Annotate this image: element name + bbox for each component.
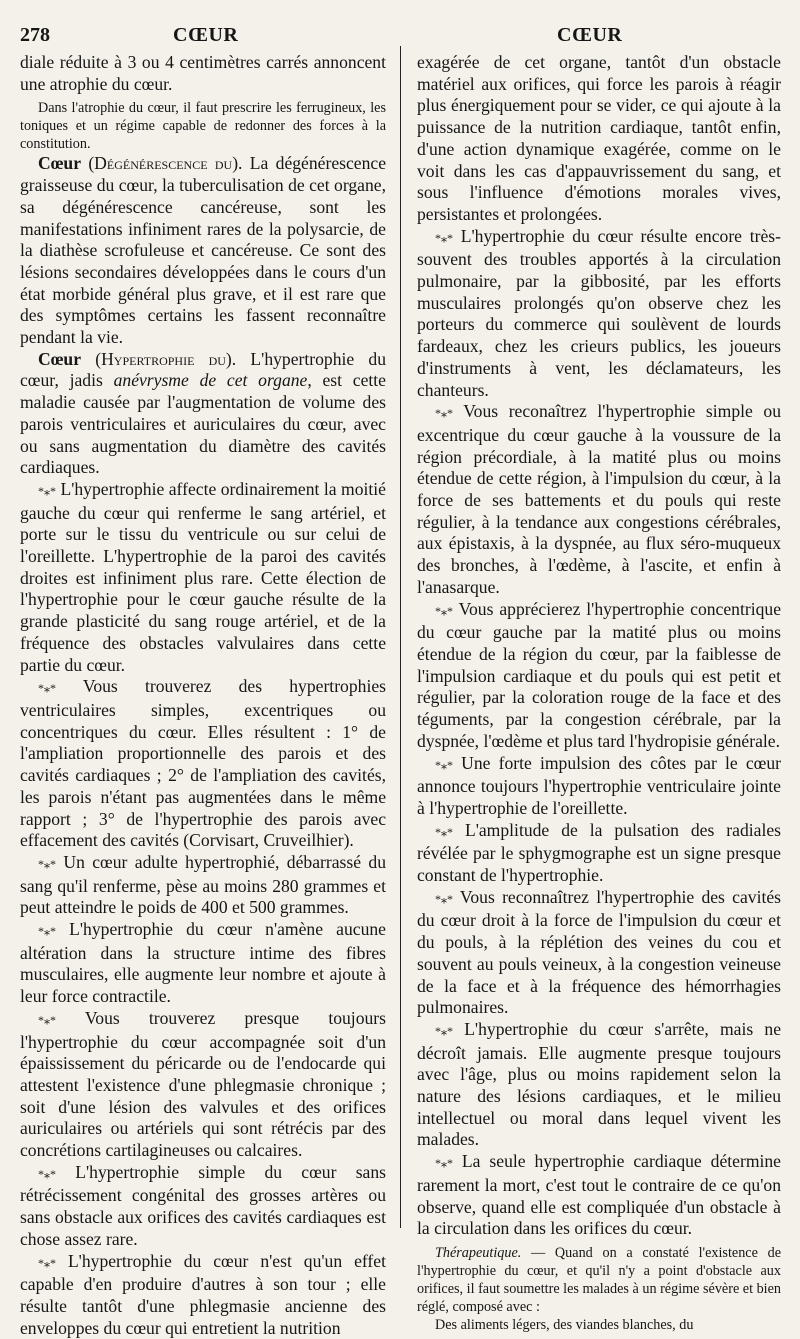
- paragraph-text: — Quand on a constaté l'existence de l'hypertrophie du cœur, et qu'il n'y a point d'obstacle aux orifices, il faut soumettre les malades à un régime sévère et bien réglé, composé avec :: [417, 1244, 781, 1315]
- paragraph-text: Vous reconnaîtrez l'hypertrophie des cavités du cœur droit à la force de l'impulsion du cœur et du pouls, à la réplétion des veines du cou et souvent au pouls veineux, à la congestion veineuse de la face et à la fréquence des hémorrhagies pulmonaires.: [417, 886, 781, 1018]
- paragraph: [417, 599, 781, 753]
- asterism-mark: *⁎*: [38, 856, 56, 871]
- running-title-right: CŒUR: [557, 24, 623, 46]
- asterism-mark: *⁎*: [435, 603, 453, 618]
- paragraph-last-line: Des aliments légers, des viandes blanches, du: [435, 1316, 694, 1333]
- asterism-mark: *⁎*: [435, 757, 453, 772]
- asterism-mark: *⁎*: [38, 1166, 56, 1181]
- asterism-mark: *⁎*: [38, 483, 56, 498]
- asterism-mark: *⁎*: [435, 406, 453, 421]
- therapeutique-heading: Thérapeutique.: [435, 1244, 522, 1261]
- paragraph-text: Vous apprécierez l'hypertrophie concentrique du cœur gauche par la matité plus ou moins étendue de la région du cœur, par la faiblesse de l'impulsion cardiaque et du pouls qui est petit et régulier, par la coloration rouge de la face et des téguments, par la congestion cérébrale, par la dyspnée, l'œdème et plus tard l'hydropisie générale.: [417, 598, 781, 751]
- paragraph-text: L'hypertrophie du cœur n'est qu'un effet capable d'en produire d'autres à son tour ; elle résulte tantôt d'une phlegmasie ancienne des enveloppes du cœur qui entretient la nutrition: [20, 1250, 386, 1338]
- page-number: 278: [20, 24, 50, 46]
- entry-headword: Cœur: [38, 348, 82, 369]
- paragraph: [417, 1019, 781, 1151]
- paragraph: [20, 919, 386, 1008]
- column-divider: [400, 46, 401, 1228]
- entry-subtitle: (Dégénérescence du).: [88, 153, 243, 174]
- paragraph-text: Vous reconaîtrez l'hypertrophie simple ou excentrique du cœur gauche à la voussure de la région précordiale, à la matité plus ou moins étendue de cette région, à l'impulsion du cœur, à la force de ses battements et du pouls qui reste régulier, à la tendance aux congestions cérébrales, aux épistaxis, à la dyspnée, au flux séro-muqueux des bronches, à l'œdème, à l'ascite, et enfin à l'anasarque.: [417, 401, 781, 597]
- entry-text: L'hypertrophie du cœur, jadis: [20, 348, 386, 391]
- paragraph-text: Vous trouverez des hypertrophies ventriculaires simples, excentriques ou concentriques du cœur. Elles résultent : 1° de l'ampliation proportionnelle des parois et des cavités cardiaques ; 2° de l'ampliation des cavités, les parois n'étant pas augmentées dans le même rapport ; 3° de l'hypertrophie des parois avec effacement des cavités (Corvisart, Cruveilhier).: [20, 676, 386, 851]
- entry-text: La dégénérescence graisseuse du cœur, la tuberculisation de cet organe, sa dégénérescence cancéreuse, sont les manifestations infiniment rares de la polysarcie, de la diathèse scrofuleuse et cancéreuse. Ce sont des lésions secondaires développées dans le cours d'un état morbide général plus grave, et il est rare que des symptômes certains les fassent reconnaître pendant la vie.: [20, 153, 386, 348]
- asterism-mark: *⁎*: [38, 1012, 56, 1027]
- asterism-mark: *⁎*: [38, 681, 56, 696]
- left-column: [20, 52, 386, 1339]
- paragraph: [20, 1162, 386, 1251]
- paragraph-text: L'hypertrophie du cœur résulte encore très-souvent des troubles apportés à la circulation pulmonaire, par la gibbosité, par les efforts musculaires prolongés qu'on observe chez les porteurs du commerce qui soulèvent de lourds fardeaux, chez les crieurs publics, les joueurs d'instruments à vent, les déclamateurs, les chanteurs.: [417, 225, 781, 400]
- entry-subtitle: (Hypertrophie du).: [95, 348, 237, 369]
- paragraph-text: L'hypertrophie du cœur s'arrête, mais ne décroît jamais. Elle augmente presque toujours avec l'âge, plus ou moins rapidement selon la nature des lésions cardiaques, et le milieu intellectuel ou moral dans lequel vivent les malades.: [417, 1018, 781, 1150]
- right-column: [417, 52, 781, 1334]
- asterism-mark: *⁎*: [38, 1255, 56, 1270]
- asterism-mark: *⁎*: [435, 1023, 453, 1038]
- paragraph-continuation: exagérée de cet organe, tantôt d'un obstacle matériel aux orifices, qui force les parois à réagir plus énergiquement pour se vider, ce qui ajoute à la puissance de la nutrition cardiaque, tantôt enfin, d'une action dynamique exagérée, comme on le voit dans les cas d'appauvrissement du sang, et sous l'influence d'émotions morales vives, persistantes et prolongées.: [417, 52, 781, 224]
- paragraph: [417, 753, 781, 820]
- paragraph: [20, 1008, 386, 1162]
- treatment-note: Dans l'atrophie du cœur, il faut prescrire les ferrugineux, les toniques et un régime capable de redonner des forces à la constitution.: [20, 100, 386, 153]
- paragraph-text: L'hypertrophie affecte ordinairement la moitié gauche du cœur qui renferme le sang artériel, et porte sur le tissu du ventricule ou sur celui de l'oreillette. L'hypertrophie de la paroi des cavités droites est infiniment plus rare. Cette élection de l'hypertrophie pour le cœur gauche résulte de la grande plasticité du sang rouge artériel, et de la fréquence des obstacles valvulaires dans cette partie du cœur.: [20, 478, 386, 675]
- paragraph-text: L'hypertrophie du cœur n'amène aucune altération dans la structure intime des fibres musculaires, elle augmente leur nombre et ajoute à leur force contractile.: [20, 919, 386, 1007]
- paragraph: [20, 1251, 386, 1339]
- paragraph-text: La seule hypertrophie cardiaque détermine rarement la mort, c'est tout le contraire de ce qu'on observe, quand elle est compliquée d'un obstacle à la circulation dans les orifices du cœur.: [417, 1151, 781, 1239]
- paragraph-text: L'amplitude de la pulsation des radiales révélée par le sphygmographe est un signe presque constant de l'hypertrophie.: [417, 819, 781, 886]
- asterism-mark: *⁎*: [435, 891, 453, 906]
- therapeutique-note: [417, 1244, 781, 1316]
- asterism-mark: *⁎*: [435, 230, 453, 245]
- page-header: [20, 24, 782, 54]
- entry-hypertrophie: [20, 349, 386, 479]
- paragraph-text: Vous trouverez presque toujours l'hypertrophie du cœur accompagnée soit d'un épaississement du péricarde ou de l'endocarde qui attestent l'existence d'une phlegmasie chronique ; soit d'une lésion des valvules et des orifices auriculaires ou artériels qui sont rétrécis par des concrétions cartilagineuses ou calcaires.: [20, 1007, 386, 1161]
- entry-degenerescence: [20, 153, 386, 348]
- paragraph: [417, 887, 781, 1019]
- paragraph: [20, 479, 386, 676]
- paragraph-text: L'hypertrophie simple du cœur sans rétrécissement congénital des grosses artères ou sans obstacle aux orifices des cavités cardiaques est chose assez rare.: [20, 1161, 386, 1249]
- paragraph: [20, 676, 386, 852]
- paragraph: [20, 852, 386, 919]
- asterism-mark: *⁎*: [435, 1156, 453, 1171]
- paragraph-continuation: diale réduite à 3 ou 4 centimètres carrés annoncent une atrophie du cœur.: [20, 52, 386, 94]
- paragraph: [417, 820, 781, 887]
- asterism-mark: *⁎*: [38, 924, 56, 939]
- asterism-mark: *⁎*: [435, 824, 453, 839]
- paragraph: [417, 226, 781, 402]
- entry-text: , est cette maladie causée par l'augmentation de volume des parois ventriculaires et auriculaires du cœur, avec ou sans augmentation du diamètre des cavités cardiaques.: [20, 370, 386, 478]
- entry-headword: Cœur: [38, 153, 82, 174]
- paragraph: [417, 401, 781, 598]
- paragraph-text: Un cœur adulte hypertrophié, débarrassé du sang qu'il renferme, pèse au moins 280 grammes et peut atteindre le poids de 400 et 500 grammes.: [20, 851, 386, 918]
- paragraph-text: Une forte impulsion des côtes par le cœur annonce toujours l'hypertrophie ventriculaire jointe à l'hypertrophie de l'oreillette.: [417, 752, 781, 818]
- paragraph: [417, 1151, 781, 1240]
- italic-term: anévrysme de cet organe: [113, 370, 308, 391]
- running-title-left: CŒUR: [173, 24, 239, 46]
